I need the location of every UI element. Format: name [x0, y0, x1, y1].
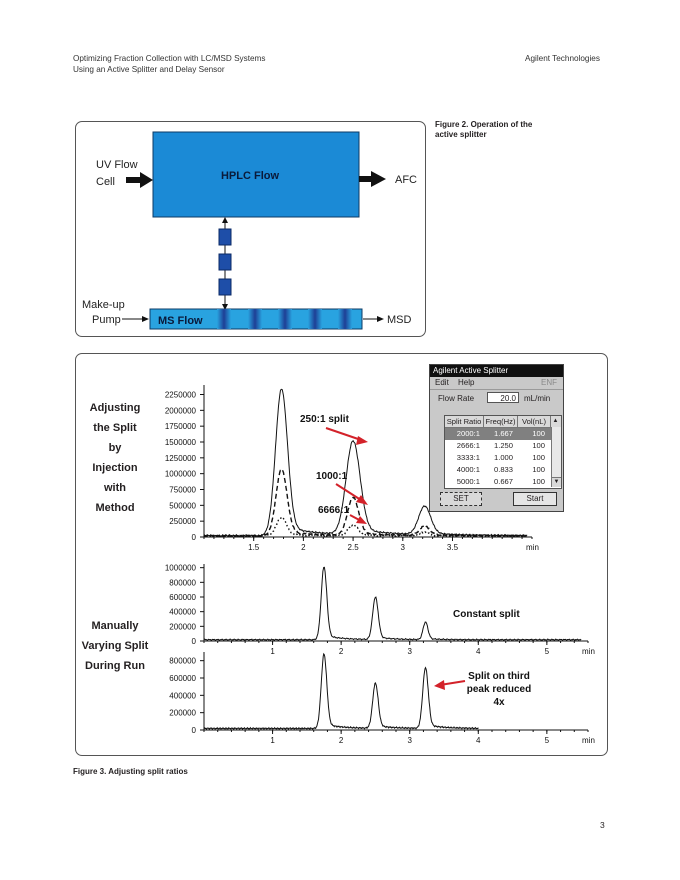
split-table-cell: 100 — [532, 453, 545, 462]
split-table-row[interactable] — [445, 440, 561, 452]
split-table-cell: 100 — [532, 441, 545, 450]
x-tick-label: 3 — [407, 647, 412, 656]
start-button[interactable]: Start — [513, 492, 557, 506]
header-company: Agilent Technologies — [525, 54, 600, 63]
y-tick-label: 800000 — [169, 656, 196, 666]
y-tick-label: 2000000 — [164, 406, 196, 416]
makeup-label-line1: Make-up — [82, 299, 125, 311]
split-table-cell: 1.250 — [493, 441, 513, 450]
label-top-line: by — [108, 442, 122, 454]
red-arrow-icon — [336, 484, 368, 505]
chart-reduced-split — [169, 652, 595, 745]
table-scrollbar[interactable] — [551, 427, 561, 487]
active-splitter-dialog — [429, 364, 564, 512]
split-table-row[interactable] — [445, 464, 561, 476]
y-tick-label: 400000 — [169, 691, 196, 701]
flow-rate-input[interactable]: 20.0 — [487, 392, 519, 403]
split-table-row[interactable] — [445, 428, 561, 440]
annotation-third-line3: 4x — [493, 697, 505, 708]
figure2-caption-line2: active splitter — [435, 130, 487, 139]
x-tick-label: 5 — [544, 647, 550, 656]
label-bottom-line: During Run — [85, 660, 145, 672]
y-tick-label: 1000000 — [164, 469, 196, 479]
label-top-line: Method — [95, 502, 135, 514]
makeup-label-line2: Pump — [92, 314, 121, 326]
split-table-cell: 0.833 — [493, 465, 513, 474]
y-tick-label: 1500000 — [164, 438, 196, 447]
menu-help[interactable]: Help — [458, 378, 475, 387]
split-table-cell: 100 — [532, 429, 545, 438]
annotation-third-line2: peak reduced — [466, 684, 532, 695]
annotation-1000: 1000:1 — [316, 471, 348, 482]
split-table-cell: 100 — [532, 477, 545, 486]
y-tick-label: 0 — [191, 637, 196, 646]
set-button[interactable]: SET — [440, 492, 482, 506]
label-bottom-line: Varying Split — [81, 640, 149, 652]
msd-label: MSD — [387, 314, 412, 326]
annotation-6666: 6666:1 — [318, 505, 350, 516]
chart-constant-split — [165, 564, 595, 656]
split-table-row[interactable] — [445, 452, 561, 464]
series-line-solid — [204, 567, 581, 640]
page-number: 3 — [600, 820, 605, 830]
uv-label-line1: UV Flow — [96, 159, 138, 171]
split-table-header — [445, 416, 561, 428]
split-table — [444, 415, 562, 489]
flow-rate-row — [430, 390, 563, 408]
split-table-cell: 2000:1 — [456, 429, 480, 438]
flow-rate-unit: mL/min — [524, 394, 551, 403]
y-tick-label: 2250000 — [164, 390, 196, 400]
y-tick-label: 600000 — [169, 593, 196, 602]
menu-right: ENF — [541, 378, 557, 387]
annotation-third-line1: Split on third — [468, 671, 530, 682]
dialog-title-bar: Agilent Active Splitter — [430, 365, 563, 377]
figure3-caption: Figure 3. Adjusting split ratios — [73, 767, 188, 776]
split-table-cell: 5000:1 — [456, 477, 480, 486]
y-tick-label: 600000 — [169, 674, 196, 683]
header-title-line2: Using an Active Splitter and Delay Sensor — [73, 65, 225, 74]
menu-edit[interactable]: Edit — [435, 378, 449, 387]
annotation-constant-split: Constant split — [453, 609, 520, 620]
y-tick-label: 750000 — [169, 485, 196, 495]
split-table-rows — [445, 428, 561, 488]
split-table-cell: 100 — [532, 465, 545, 474]
scroll-down-icon[interactable]: ▼ — [553, 479, 560, 485]
y-tick-label: 1750000 — [164, 422, 196, 432]
x-tick-label: 4 — [476, 736, 481, 745]
red-arrow-icon — [434, 680, 465, 690]
y-tick-label: 400000 — [169, 607, 196, 617]
x-tick-label: 3 — [400, 543, 406, 552]
dialog-menu-bar — [430, 377, 563, 390]
y-tick-label: 200000 — [169, 708, 196, 718]
y-tick-label: 500000 — [169, 501, 196, 511]
x-unit-label: min — [526, 543, 539, 552]
x-tick-label: 3 — [407, 736, 412, 745]
label-top-line: Injection — [92, 462, 138, 474]
label-bottom-line: Manually — [91, 620, 139, 632]
col-vol: Vol(nL) — [521, 417, 547, 426]
y-tick-label: 0 — [191, 533, 196, 542]
split-table-cell: 1.667 — [493, 429, 513, 438]
y-tick-label: 0 — [191, 726, 196, 735]
x-tick-label: 2 — [338, 647, 344, 656]
label-top-line: with — [104, 482, 126, 494]
x-unit-label: min — [582, 647, 595, 656]
hplc-flow-label: HPLC Flow — [220, 170, 280, 182]
split-table-cell: 0.667 — [493, 477, 513, 486]
x-tick-label: 5 — [544, 736, 550, 745]
split-table-cell: 4000:1 — [456, 465, 480, 474]
label-top-line: the Split — [93, 422, 137, 434]
y-tick-label: 1250000 — [164, 453, 196, 463]
figure2-caption-line1: Figure 2. Operation of the — [435, 120, 533, 129]
scroll-up-icon[interactable]: ▲ — [550, 416, 560, 427]
split-table-cell: 3333:1 — [456, 453, 480, 462]
label-top-line: Adjusting — [89, 402, 141, 414]
x-tick-label: 4 — [476, 647, 481, 656]
x-tick-label: 2 — [301, 543, 306, 552]
ms-flow-label: MS Flow — [158, 315, 203, 327]
y-tick-label: 1000000 — [164, 563, 196, 573]
x-tick-label: 2 — [338, 736, 344, 745]
x-unit-label: min — [582, 736, 595, 745]
x-tick-label: 1 — [270, 647, 275, 656]
col-freq: Freq(Hz) — [484, 416, 518, 427]
uv-label-line2: Cell — [96, 176, 115, 188]
red-arrow-icon — [326, 428, 368, 445]
series-line-dotted — [204, 517, 527, 537]
y-tick-label: 250000 — [169, 517, 196, 527]
col-split-ratio: Split Ratio — [445, 416, 484, 427]
x-tick-label: 2.5 — [347, 543, 359, 552]
x-tick-label: 1 — [270, 736, 275, 745]
y-tick-label: 200000 — [169, 622, 196, 632]
header-title-line1: Optimizing Fraction Collection with LC/MSD Systems — [73, 54, 266, 63]
afc-label: AFC — [395, 174, 417, 186]
x-tick-label: 1.5 — [248, 543, 260, 552]
series-line-solid — [204, 654, 478, 729]
split-table-cell: 2666:1 — [456, 441, 480, 450]
annotation-250-split: 250:1 split — [300, 414, 349, 425]
red-arrow-icon — [350, 515, 367, 524]
y-tick-label: 800000 — [169, 578, 196, 588]
flow-rate-label: Flow Rate — [438, 394, 475, 403]
split-table-cell: 1.000 — [493, 453, 513, 462]
x-tick-label: 3.5 — [446, 543, 459, 552]
split-table-row[interactable] — [445, 476, 561, 488]
